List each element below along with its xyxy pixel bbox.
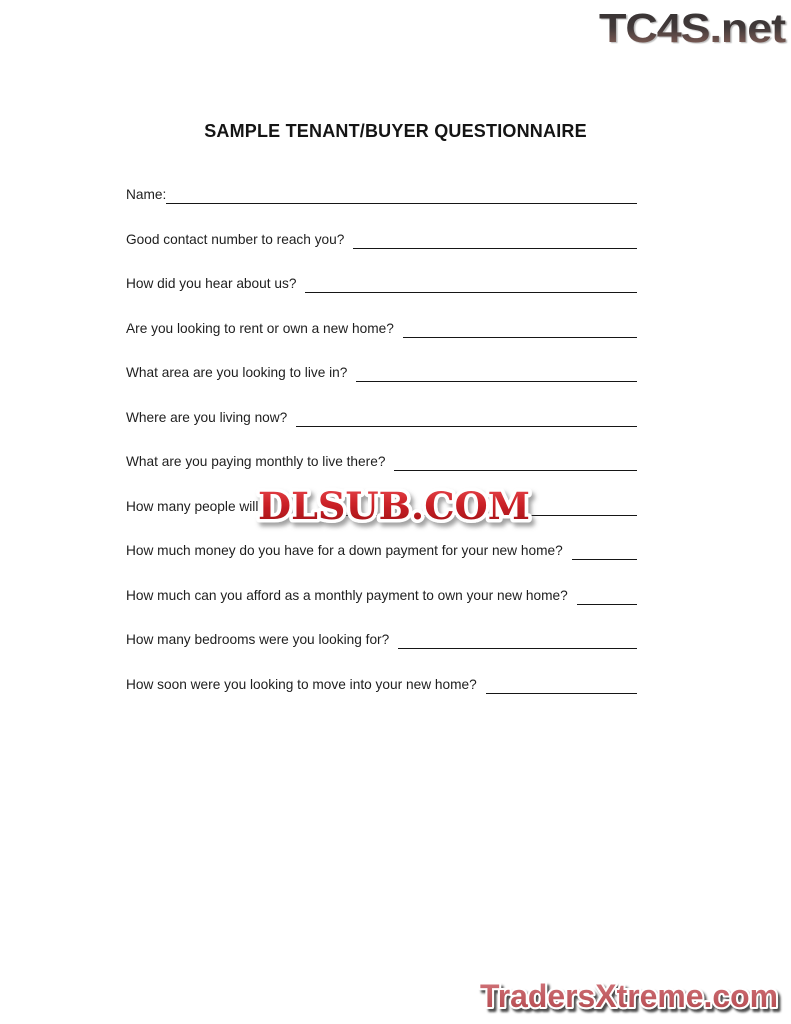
answer-line xyxy=(486,676,637,694)
question-label: Good contact number to reach you? xyxy=(126,231,345,247)
question-label: What are you paying monthly to live there? xyxy=(126,454,386,470)
question-label: What area are you looking to live in? xyxy=(126,365,348,381)
site-logo-text: TC4S.net xyxy=(599,5,787,51)
answer-line xyxy=(572,542,637,560)
question-row xyxy=(126,542,637,587)
question-label: How much can you afford as a monthly payment to own your new home? xyxy=(126,587,568,603)
center-watermark-text: DLSUB.COM xyxy=(258,484,530,528)
answer-line xyxy=(394,453,637,471)
answer-line xyxy=(356,364,637,382)
question-row xyxy=(126,231,637,276)
site-logo xyxy=(592,4,789,52)
document-title: SAMPLE TENANT/BUYER QUESTIONNAIRE xyxy=(204,121,587,141)
answer-line xyxy=(577,587,637,605)
question-row xyxy=(126,587,637,632)
question-label: Where are you living now? xyxy=(126,409,288,425)
answer-line xyxy=(296,409,637,427)
question-row xyxy=(126,631,637,676)
question-label: How many people will b xyxy=(126,498,270,514)
answer-line xyxy=(166,186,637,204)
question-label: Are you looking to rent or own a new home? xyxy=(126,320,394,336)
question-row xyxy=(126,364,637,409)
question-label: How soon were you looking to move into your new home? xyxy=(126,677,477,693)
center-watermark-badge xyxy=(248,480,544,534)
question-label: Name: xyxy=(126,187,167,202)
question-label: How much money do you have for a down payment for your new home? xyxy=(126,543,563,559)
question-row xyxy=(126,676,637,721)
question-label: How did you hear about us? xyxy=(126,276,297,292)
questions-list xyxy=(126,186,637,721)
question-row xyxy=(126,186,637,231)
answer-line xyxy=(353,231,637,249)
question-row xyxy=(126,409,637,454)
answer-line xyxy=(305,275,637,293)
bottom-watermark-brand xyxy=(442,971,786,1021)
answer-line xyxy=(403,320,637,338)
question-label: How many bedrooms were you looking for? xyxy=(126,632,390,648)
question-row xyxy=(126,320,637,365)
question-row xyxy=(126,275,637,320)
bottom-watermark-text: TradersXtreme.com xyxy=(480,978,778,1014)
answer-line xyxy=(398,631,637,649)
